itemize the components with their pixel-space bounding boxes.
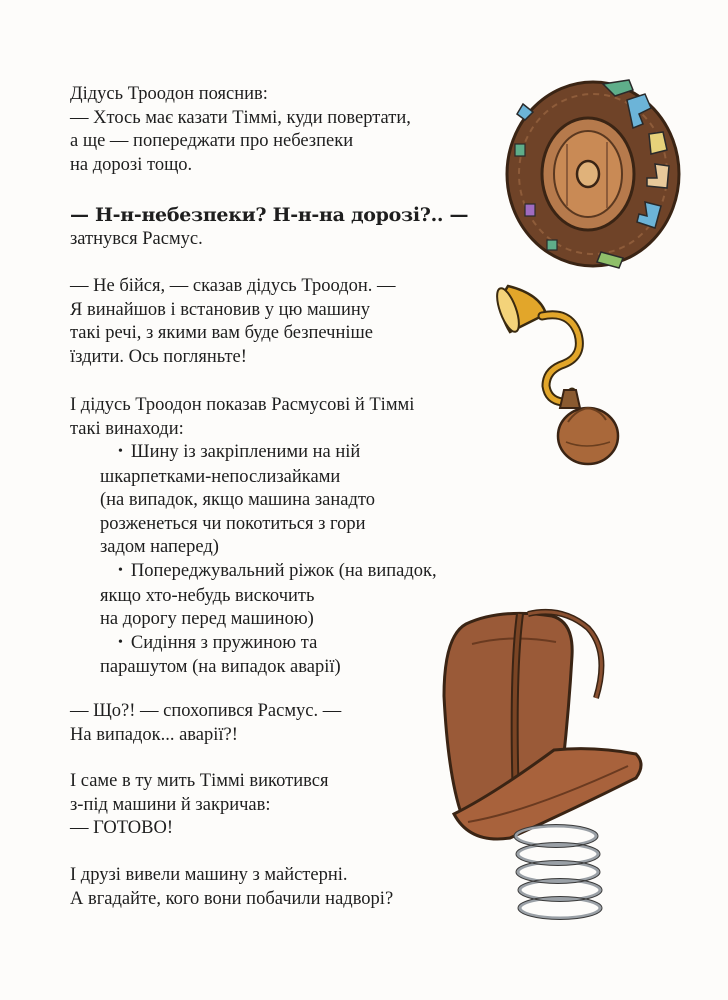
paragraph-rasmus-stutter (70, 204, 468, 251)
text-line: на дорозі тощо. (70, 154, 193, 175)
text-line: Дідусь Троодон пояснив: (70, 84, 268, 104)
paragraph-showed (70, 394, 414, 441)
text-line: І дідусь Троодон показав Расмусові й Тіммі (70, 395, 415, 415)
tire-with-socks-illustration (495, 74, 690, 272)
text-line: — Що?! — спохопився Расмус. — (70, 701, 342, 721)
paragraph-timmy-done (70, 770, 328, 841)
inventions-list (70, 441, 437, 680)
text-line: а ще — попереджати про небезпеки (70, 131, 354, 152)
text-line: затнувся Расмус. (70, 228, 203, 249)
text-line: І саме в ту мить Тіммі викотився (70, 771, 329, 791)
list-item-horn: • Попереджувальний ріжок (на випадок, (70, 560, 437, 585)
text-line: І друзі вивели машину з майстерні. (70, 865, 348, 885)
text-line: на дорогу перед машиною) (100, 609, 314, 630)
paragraph-rasmus-worry (70, 700, 341, 747)
paragraph-friends-outside (70, 864, 393, 911)
bold-dialogue-line: — Н-н-небезпеки? Н-н-на дорозі?.. — (70, 204, 469, 226)
text-line: шкарпетками-непослизайками (100, 466, 341, 487)
text-line: — Не бійся, — сказав дідусь Троодон. — (70, 276, 396, 296)
list-item-tire: • Шину із закріпленими на ній (70, 441, 437, 466)
text-line: такі винаходи: (70, 418, 184, 439)
text-line: (на випадок, якщо машина занадто (100, 490, 375, 511)
spring-seat-illustration (428, 604, 648, 932)
text-line: такі речі, з якими вам буде безпечніше (70, 323, 373, 344)
text-line: з-під машини й закричав: (70, 794, 271, 815)
warning-horn-illustration (494, 282, 624, 468)
text-line: їздити. Ось погляньте! (70, 346, 247, 367)
list-item-seat: • Сидіння з пружиною та (70, 632, 437, 657)
paragraph-explanation (70, 83, 411, 177)
text-line: На випадок... аварії?! (70, 724, 238, 745)
text-line: розженеться чи покотиться з гори (100, 513, 366, 534)
text-line: — ГОТОВО! (70, 818, 173, 839)
text-line: задом наперед) (100, 537, 219, 558)
text-line: А вгадайте, кого вони побачили надворі? (70, 888, 394, 909)
text-line: — Хтось має казати Тіммі, куди повертати, (70, 107, 411, 128)
text-line: якщо хто-небудь вискочить (100, 585, 315, 606)
text-line: Я винайшов і встановив у цю машину (70, 299, 371, 320)
text-line: парашутом (на випадок аварії) (100, 657, 341, 678)
paragraph-grandpa-inventions (70, 275, 396, 369)
